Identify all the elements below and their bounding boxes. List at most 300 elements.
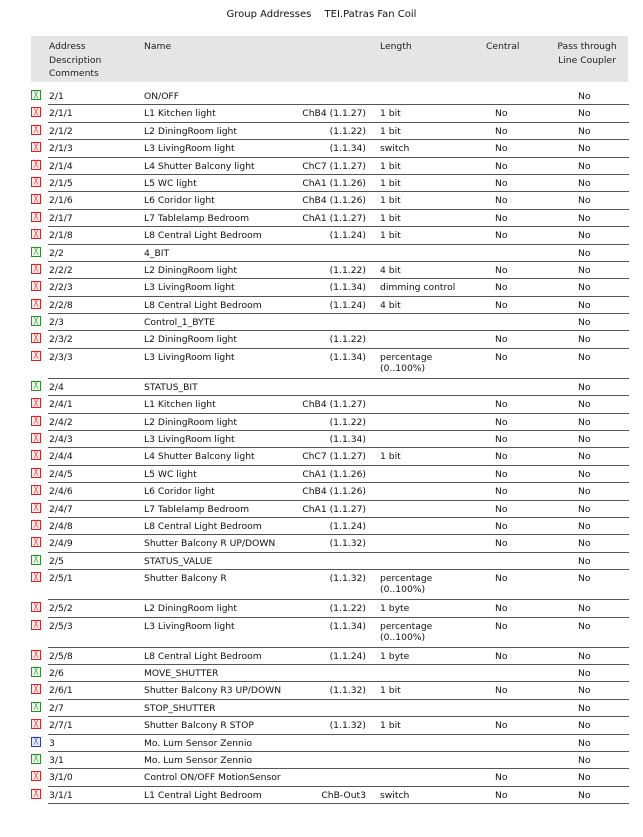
- length-cell: 4 bit: [380, 299, 401, 311]
- address-cell: 2/5/3: [49, 620, 73, 632]
- central-cell: No: [495, 230, 508, 242]
- central-cell: No: [495, 195, 508, 207]
- row-divider: [48, 313, 629, 314]
- row-divider: [48, 191, 629, 192]
- group-address-icon: ╳: [31, 212, 41, 222]
- length-cell: 4 bit: [380, 264, 401, 276]
- pass-through-cell: No: [578, 573, 591, 585]
- row-divider: [48, 244, 629, 245]
- table-row: [0, 106, 643, 123]
- pass-through-cell: No: [578, 468, 591, 480]
- device-cell: (1.1.32): [329, 720, 366, 732]
- device-cell: ChB4 (1.1.27): [302, 108, 366, 120]
- pass-through-cell: No: [578, 451, 591, 463]
- middle-group-icon: ╳: [31, 316, 41, 326]
- central-cell: No: [495, 160, 508, 172]
- central-cell: No: [495, 720, 508, 732]
- central-cell: No: [495, 538, 508, 550]
- pass-through-cell: No: [578, 317, 591, 329]
- header-address: Address Description Comments: [49, 41, 102, 79]
- address-cell: 2/4: [49, 381, 64, 393]
- table-row: [0, 666, 643, 683]
- table-row: [0, 619, 643, 649]
- central-cell: No: [495, 282, 508, 294]
- central-cell: No: [495, 772, 508, 784]
- name-cell: Mo. Lum Sensor Zennio: [144, 754, 253, 766]
- row-divider: [48, 209, 629, 210]
- group-address-icon: ╳: [31, 194, 41, 204]
- address-cell: 2/4/9: [49, 538, 73, 550]
- device-cell: (1.1.34): [329, 351, 366, 363]
- pass-through-cell: No: [578, 230, 591, 242]
- central-cell: No: [495, 125, 508, 137]
- address-cell: 2/4/3: [49, 434, 73, 446]
- pass-through-cell: No: [578, 282, 591, 294]
- name-cell: Shutter Balcony R3 UP/DOWN: [144, 685, 282, 697]
- table-row: [0, 380, 643, 397]
- address-cell: 2/7/1: [49, 720, 73, 732]
- name-cell: L3 LivingRoom light: [144, 143, 235, 155]
- table-row: [0, 770, 643, 787]
- device-cell: (1.1.34): [329, 282, 366, 294]
- central-cell: No: [495, 685, 508, 697]
- middle-group-icon: ╳: [31, 702, 41, 712]
- length-cell: percentage (0..100%): [380, 620, 433, 643]
- group-address-icon: ╳: [31, 333, 41, 343]
- central-cell: No: [495, 143, 508, 155]
- central-cell: No: [495, 620, 508, 632]
- address-cell: 2/4/1: [49, 399, 73, 411]
- address-cell: 2/6: [49, 667, 64, 679]
- pass-through-cell: No: [578, 555, 591, 567]
- central-cell: No: [495, 177, 508, 189]
- address-cell: 2/2/2: [49, 264, 73, 276]
- address-cell: 2/4/4: [49, 451, 73, 463]
- name-cell: L3 LivingRoom light: [144, 351, 235, 363]
- group-address-icon: ╳: [31, 107, 41, 117]
- address-cell: 2/5/8: [49, 650, 73, 662]
- table-row: [0, 141, 643, 158]
- row-divider: [48, 348, 629, 349]
- length-cell: 1 bit: [380, 108, 401, 120]
- table-row: [0, 263, 643, 280]
- device-cell: ChB-Out3: [321, 789, 366, 801]
- header-name: Name: [144, 41, 172, 52]
- pass-through-cell: No: [578, 299, 591, 311]
- row-divider: [48, 552, 629, 553]
- length-cell: percentage (0..100%): [380, 573, 433, 596]
- table-header: [31, 36, 628, 82]
- table-row: [0, 554, 643, 571]
- row-divider: [48, 278, 629, 279]
- group-address-icon: ╳: [31, 503, 41, 513]
- row-divider: [48, 599, 629, 600]
- group-address-icon: ╳: [31, 771, 41, 781]
- central-cell: No: [495, 351, 508, 363]
- group-address-icon: ╳: [31, 281, 41, 291]
- pass-through-cell: No: [578, 334, 591, 346]
- pass-through-cell: No: [578, 264, 591, 276]
- central-cell: No: [495, 468, 508, 480]
- row-divider: [48, 569, 629, 570]
- address-cell: 2/4/8: [49, 520, 73, 532]
- device-cell: ChB4 (1.1.26): [302, 195, 366, 207]
- length-cell: 1 bit: [380, 212, 401, 224]
- row-divider: [48, 716, 629, 717]
- name-cell: L1 Central Light Bedroom: [144, 789, 262, 801]
- device-cell: (1.1.32): [329, 573, 366, 585]
- title-main: Group Addresses: [226, 9, 312, 20]
- device-cell: ChA1 (1.1.26): [302, 177, 366, 189]
- middle-group-icon: ╳: [31, 555, 41, 565]
- table-row: [0, 228, 643, 245]
- central-cell: No: [495, 399, 508, 411]
- pass-through-cell: No: [578, 125, 591, 137]
- address-cell: 2/1/7: [49, 212, 73, 224]
- name-cell: L2 DiningRoom light: [144, 125, 237, 137]
- length-cell: switch: [380, 789, 410, 801]
- group-address-icon: ╳: [31, 351, 41, 361]
- row-divider: [48, 261, 629, 262]
- address-cell: 2/1: [49, 91, 64, 102]
- pass-through-cell: No: [578, 520, 591, 532]
- table-row: [0, 467, 643, 484]
- group-address-table: [0, 89, 643, 805]
- name-cell: L4 Shutter Balcony light: [144, 451, 255, 463]
- table-row: [0, 484, 643, 501]
- group-address-icon: ╳: [31, 125, 41, 135]
- address-cell: 2/4/6: [49, 486, 73, 498]
- row-divider: [48, 465, 629, 466]
- length-cell: 1 bit: [380, 230, 401, 242]
- device-cell: ChA1 (1.1.27): [302, 212, 366, 224]
- pass-through-cell: No: [578, 212, 591, 224]
- pass-through-cell: No: [578, 685, 591, 697]
- pass-through-cell: No: [578, 416, 591, 428]
- pass-through-cell: No: [578, 247, 591, 259]
- central-cell: No: [495, 486, 508, 498]
- name-cell: Shutter Balcony R: [144, 573, 227, 585]
- address-cell: 2/2/8: [49, 299, 73, 311]
- address-cell: 2/5: [49, 555, 64, 567]
- group-address-icon: ╳: [31, 450, 41, 460]
- central-cell: No: [495, 789, 508, 801]
- name-cell: Shutter Balcony R STOP: [144, 720, 254, 732]
- address-cell: 2/7: [49, 702, 64, 714]
- table-row: [0, 124, 643, 141]
- pass-through-cell: No: [578, 108, 591, 120]
- group-address-icon: ╳: [31, 684, 41, 694]
- name-cell: L3 LivingRoom light: [144, 434, 235, 446]
- address-cell: 2/1/5: [49, 177, 73, 189]
- name-cell: L1 Kitchen light: [144, 399, 216, 411]
- address-cell: 2/3: [49, 317, 64, 329]
- device-cell: (1.1.34): [329, 143, 366, 155]
- row-divider: [48, 500, 629, 501]
- group-address-icon: ╳: [31, 160, 41, 170]
- group-address-icon: ╳: [31, 142, 41, 152]
- device-cell: ChB4 (1.1.27): [302, 399, 366, 411]
- table-row: [0, 701, 643, 718]
- name-cell: L2 DiningRoom light: [144, 264, 237, 276]
- length-cell: 1 byte: [380, 603, 410, 615]
- table-row: [0, 718, 643, 735]
- row-divider: [48, 803, 629, 804]
- table-row: [0, 89, 643, 106]
- central-cell: No: [495, 573, 508, 585]
- address-cell: 2/6/1: [49, 685, 73, 697]
- title-project: TEI.Patras Fan Coil: [324, 9, 417, 20]
- central-cell: No: [495, 650, 508, 662]
- name-cell: STOP_SHUTTER: [144, 702, 216, 714]
- address-cell: 3/1/1: [49, 789, 73, 801]
- middle-group-icon: ╳: [31, 90, 41, 100]
- address-cell: 2/5/2: [49, 603, 73, 615]
- address-cell: 2/1/8: [49, 230, 73, 242]
- row-divider: [48, 104, 629, 105]
- row-divider: [48, 122, 629, 123]
- address-cell: 3/1: [49, 754, 64, 766]
- device-cell: ChA1 (1.1.26): [302, 468, 366, 480]
- name-cell: STATUS_VALUE: [144, 555, 213, 567]
- table-row: [0, 753, 643, 770]
- central-cell: No: [495, 334, 508, 346]
- name-cell: Mo. Lum Sensor Zennio: [144, 737, 253, 749]
- name-cell: L3 LivingRoom light: [144, 620, 235, 632]
- name-cell: L3 LivingRoom light: [144, 282, 235, 294]
- central-cell: No: [495, 264, 508, 276]
- table-row: [0, 159, 643, 176]
- table-row: [0, 211, 643, 228]
- group-address-icon: ╳: [31, 602, 41, 612]
- table-row: [0, 193, 643, 210]
- table-row: [0, 601, 643, 618]
- table-row: [0, 332, 643, 349]
- row-divider: [48, 157, 629, 158]
- pass-through-cell: No: [578, 667, 591, 679]
- table-row: [0, 788, 643, 805]
- group-address-icon: ╳: [31, 620, 41, 630]
- name-cell: 4_BIT: [144, 247, 170, 259]
- device-cell: (1.1.34): [329, 434, 366, 446]
- row-divider: [48, 517, 629, 518]
- device-cell: (1.1.22): [329, 125, 366, 137]
- name-cell: L2 DiningRoom light: [144, 416, 237, 428]
- pass-through-cell: No: [578, 381, 591, 393]
- length-cell: percentage (0..100%): [380, 351, 433, 374]
- group-address-icon: ╳: [31, 520, 41, 530]
- name-cell: L8 Central Light Bedroom: [144, 650, 262, 662]
- row-divider: [48, 296, 629, 297]
- row-divider: [48, 226, 629, 227]
- name-cell: L6 Coridor light: [144, 195, 215, 207]
- group-address-icon: ╳: [31, 485, 41, 495]
- address-cell: 2/5/1: [49, 573, 73, 585]
- address-cell: 2/4/5: [49, 468, 73, 480]
- row-divider: [48, 139, 629, 140]
- address-cell: 2/1/3: [49, 143, 73, 155]
- device-cell: (1.1.22): [329, 264, 366, 276]
- name-cell: MOVE_SHUTTER: [144, 667, 219, 679]
- address-cell: 2/4/7: [49, 503, 73, 515]
- group-address-icon: ╳: [31, 719, 41, 729]
- length-cell: 1 bit: [380, 720, 401, 732]
- pass-through-cell: No: [578, 177, 591, 189]
- name-cell: L8 Central Light Bedroom: [144, 299, 262, 311]
- row-divider: [48, 447, 629, 448]
- central-cell: No: [495, 603, 508, 615]
- device-cell: (1.1.24): [329, 299, 366, 311]
- address-cell: 3/1/0: [49, 772, 73, 784]
- central-cell: No: [495, 451, 508, 463]
- device-cell: ChC7 (1.1.27): [302, 160, 366, 172]
- length-cell: 1 bit: [380, 195, 401, 207]
- pass-through-cell: No: [578, 434, 591, 446]
- device-cell: (1.1.22): [329, 334, 366, 346]
- name-cell: L4 Shutter Balcony light: [144, 160, 255, 172]
- pass-through-cell: No: [578, 195, 591, 207]
- name-cell: L2 DiningRoom light: [144, 334, 237, 346]
- group-address-icon: ╳: [31, 650, 41, 660]
- address-cell: 2/3/3: [49, 351, 73, 363]
- row-divider: [48, 174, 629, 175]
- pass-through-cell: No: [578, 486, 591, 498]
- row-divider: [48, 617, 629, 618]
- address-cell: 2/2: [49, 247, 64, 259]
- group-address-icon: ╳: [31, 177, 41, 187]
- table-row: [0, 536, 643, 553]
- table-row: [0, 298, 643, 315]
- group-address-icon: ╳: [31, 398, 41, 408]
- central-cell: No: [495, 434, 508, 446]
- name-cell: ON/OFF: [144, 91, 180, 102]
- name-cell: L8 Central Light Bedroom: [144, 520, 262, 532]
- name-cell: L8 Central Light Bedroom: [144, 230, 262, 242]
- row-divider: [48, 699, 629, 700]
- group-address-icon: ╳: [31, 572, 41, 582]
- group-address-icon: ╳: [31, 537, 41, 547]
- middle-group-icon: ╳: [31, 381, 41, 391]
- length-cell: 1 byte: [380, 650, 410, 662]
- table-row: [0, 415, 643, 432]
- group-address-icon: ╳: [31, 433, 41, 443]
- address-cell: 2/1/1: [49, 108, 73, 120]
- pass-through-cell: No: [578, 143, 591, 155]
- name-cell: Control ON/OFF MotionSensor: [144, 772, 281, 784]
- length-cell: switch: [380, 143, 410, 155]
- device-cell: (1.1.34): [329, 620, 366, 632]
- name-cell: L5 WC light: [144, 177, 197, 189]
- table-row: [0, 397, 643, 414]
- pass-through-cell: No: [578, 789, 591, 801]
- pass-through-cell: No: [578, 702, 591, 714]
- row-divider: [48, 751, 629, 752]
- address-cell: 2/4/2: [49, 416, 73, 428]
- name-cell: L7 Tablelamp Bedroom: [144, 212, 250, 224]
- table-row: [0, 350, 643, 380]
- table-row: [0, 519, 643, 536]
- pass-through-cell: No: [578, 503, 591, 515]
- device-cell: (1.1.22): [329, 603, 366, 615]
- name-cell: Shutter Balcony R UP/DOWN: [144, 538, 276, 550]
- row-divider: [48, 430, 629, 431]
- table-row: [0, 246, 643, 263]
- device-cell: (1.1.24): [329, 230, 366, 242]
- row-divider: [48, 768, 629, 769]
- middle-group-icon: ╳: [31, 754, 41, 764]
- row-divider: [48, 664, 629, 665]
- table-row: [0, 280, 643, 297]
- address-cell: 3: [49, 737, 55, 749]
- row-divider: [48, 330, 629, 331]
- device-cell: (1.1.22): [329, 416, 366, 428]
- table-row: [0, 571, 643, 601]
- name-cell: L1 Kitchen light: [144, 108, 216, 120]
- row-divider: [48, 734, 629, 735]
- device-cell: (1.1.24): [329, 520, 366, 532]
- device-cell: (1.1.32): [329, 538, 366, 550]
- name-cell: STATUS_BIT: [144, 381, 198, 393]
- device-cell: ChA1 (1.1.27): [302, 503, 366, 515]
- table-row: [0, 502, 643, 519]
- name-cell: L2 DiningRoom light: [144, 603, 237, 615]
- central-cell: No: [495, 108, 508, 120]
- name-cell: Control_1_BYTE: [144, 317, 216, 329]
- central-cell: No: [495, 212, 508, 224]
- length-cell: 1 bit: [380, 160, 401, 172]
- row-divider: [48, 534, 629, 535]
- device-cell: (1.1.24): [329, 650, 366, 662]
- address-cell: 2/2/3: [49, 282, 73, 294]
- page-title: [0, 9, 643, 20]
- address-cell: 2/1/2: [49, 125, 73, 137]
- central-cell: No: [495, 520, 508, 532]
- pass-through-cell: No: [578, 538, 591, 550]
- address-cell: 2/1/4: [49, 160, 73, 172]
- group-address-icon: ╳: [31, 229, 41, 239]
- device-cell: (1.1.32): [329, 685, 366, 697]
- main-group-icon: ╳: [31, 737, 41, 747]
- name-cell: L6 Coridor light: [144, 486, 215, 498]
- device-cell: ChB4 (1.1.26): [302, 486, 366, 498]
- pass-through-cell: No: [578, 737, 591, 749]
- central-cell: No: [495, 299, 508, 311]
- pass-through-cell: No: [578, 91, 591, 102]
- middle-group-icon: ╳: [31, 667, 41, 677]
- pass-through-cell: No: [578, 754, 591, 766]
- group-address-icon: ╳: [31, 416, 41, 426]
- middle-group-icon: ╳: [31, 247, 41, 257]
- table-row: [0, 449, 643, 466]
- header-central: Central: [486, 41, 520, 52]
- length-cell: dimming control: [380, 282, 456, 294]
- table-row: [0, 649, 643, 666]
- row-divider: [48, 413, 629, 414]
- table-row: [0, 432, 643, 449]
- pass-through-cell: No: [578, 160, 591, 172]
- table-row: [0, 176, 643, 193]
- table-row: [0, 736, 643, 753]
- table-row: [0, 315, 643, 332]
- group-address-icon: ╳: [31, 299, 41, 309]
- pass-through-cell: No: [578, 720, 591, 732]
- pass-through-cell: No: [578, 650, 591, 662]
- row-divider: [48, 395, 629, 396]
- address-cell: 2/1/6: [49, 195, 73, 207]
- group-address-icon: ╳: [31, 468, 41, 478]
- row-divider: [48, 786, 629, 787]
- pass-through-cell: No: [578, 603, 591, 615]
